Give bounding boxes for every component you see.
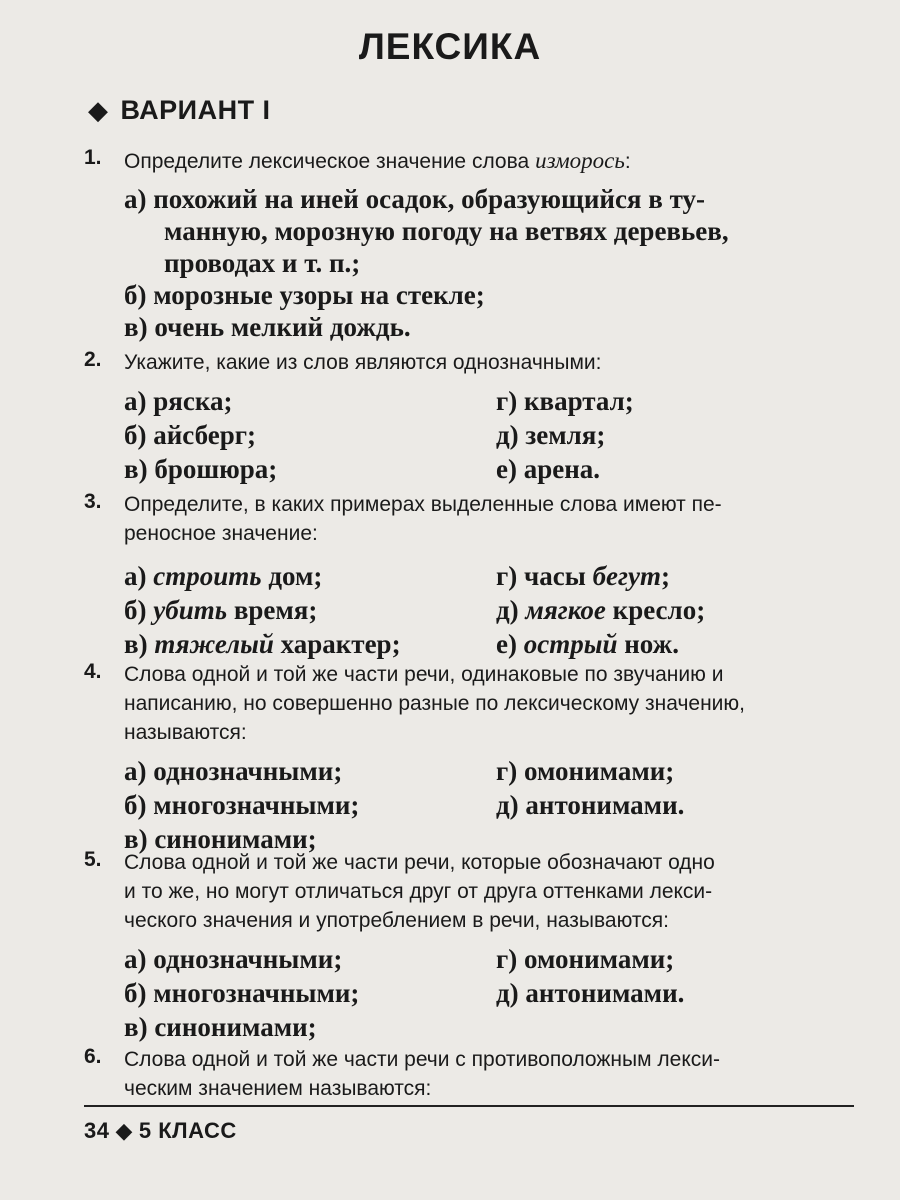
option-a: а) строить дом;	[124, 561, 323, 591]
question-1	[84, 146, 874, 343]
option-a-cont: манную, морозную погоду на ветвях деревьев,	[164, 216, 729, 246]
option-g: г) часы бегут;	[496, 561, 670, 591]
question-text: Слова одной и той же части речи с противоположным лекси- ческим значением называются:	[124, 1048, 720, 1100]
option-v: в) тяжелый характер;	[124, 629, 401, 659]
option-v: в) синонимами;	[124, 824, 317, 854]
question-number: 4.	[84, 660, 102, 683]
question-text: Слова одной и той же части речи, одинаковые по звучанию и написанию, но совершенно разные по лексическому значению, называются:	[124, 663, 745, 744]
option-b: б) многозначными;	[124, 978, 360, 1008]
option-a: а) ряска;	[124, 386, 233, 416]
variant-label: ВАРИАНТ I	[120, 95, 271, 125]
answer-options	[124, 943, 874, 1044]
target-word: изморось	[535, 148, 625, 173]
page-number: 34	[84, 1118, 110, 1143]
variant-heading	[88, 95, 271, 126]
option-a-cont: проводах и т. п.;	[164, 248, 361, 278]
option-d: д) земля;	[496, 420, 606, 450]
question-number: 2.	[84, 348, 102, 371]
grade-label: 5 КЛАСС	[138, 1118, 237, 1143]
footer-divider	[84, 1105, 854, 1107]
option-a: а) однозначными;	[124, 756, 343, 786]
option-a: а) однозначными;	[124, 944, 343, 974]
page-title: ЛЕКСИКА	[358, 26, 542, 67]
option-d: д) мягкое кресло;	[496, 595, 706, 625]
option-a: а) похожий на иней осадок, образующийся в ту-	[124, 184, 706, 214]
option-empty	[496, 1011, 856, 1044]
diamond-icon: ◆	[88, 95, 109, 125]
answer-options	[124, 183, 874, 343]
question-6	[84, 1045, 874, 1103]
question-3	[84, 490, 874, 661]
question-text: Укажите, какие из слов являются однозначными:	[124, 351, 602, 374]
option-v: в) брошюра;	[124, 454, 278, 484]
question-text: Слова одной и той же части речи, которые обозначают одно и то же, но могут отличаться друг от друга оттенками лекси- ческого значения и употреблением в речи, называются:	[124, 851, 715, 932]
option-v: в) синонимами;	[124, 1012, 317, 1042]
answer-options	[124, 560, 874, 661]
question-2	[84, 348, 874, 486]
option-g: г) омонимами;	[496, 944, 675, 974]
option-e: е) острый нож.	[496, 629, 679, 659]
option-b: б) убить время;	[124, 595, 318, 625]
question-4	[84, 660, 874, 856]
option-g: г) омонимами;	[496, 756, 675, 786]
diamond-icon: ◆	[115, 1118, 133, 1143]
answer-options	[124, 385, 874, 486]
option-d: д) антонимами.	[496, 790, 685, 820]
question-number: 1.	[84, 146, 102, 169]
question-number: 5.	[84, 848, 102, 871]
question-text: Определите, в каких примерах выделенные слова имеют пе- реносное значение:	[124, 493, 722, 545]
option-d: д) антонимами.	[496, 978, 685, 1008]
question-number: 3.	[84, 490, 102, 513]
option-v: в) очень мелкий дождь.	[124, 312, 411, 342]
question-5	[84, 848, 874, 1044]
option-g: г) квартал;	[496, 386, 634, 416]
page-footer	[84, 1118, 237, 1144]
option-b: б) многозначными;	[124, 790, 360, 820]
answer-options	[124, 755, 874, 856]
question-text: Определите лексическое значение слова изморось:	[124, 148, 631, 173]
option-e: е) арена.	[496, 454, 601, 484]
option-b: б) морозные узоры на стекле;	[124, 280, 485, 310]
question-number: 6.	[84, 1045, 102, 1068]
option-b: б) айсберг;	[124, 420, 257, 450]
